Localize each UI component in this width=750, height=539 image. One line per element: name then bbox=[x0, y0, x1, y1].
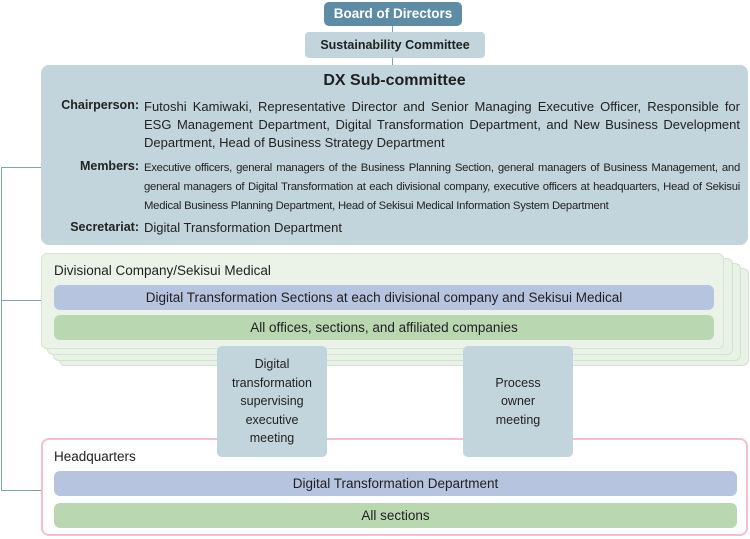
secretariat-text: Digital Transformation Department bbox=[144, 220, 342, 235]
chairperson-label: Chairperson: bbox=[61, 98, 139, 112]
connector-left-spine bbox=[1, 167, 2, 490]
headquarters-title: Headquarters bbox=[54, 449, 136, 464]
secretariat-label: Secretariat: bbox=[70, 220, 139, 234]
divisional-dx-sections-bar: Digital Transformation Sections at each divisional company and Sekisui Medical bbox=[54, 285, 714, 310]
process-owner-meeting-label: Process owner meeting bbox=[495, 375, 541, 427]
dx-supervising-executive-meeting-label: Digital transformation supervising executive meeting bbox=[232, 357, 312, 446]
dx-subcommittee-title: DX Sub-committee bbox=[323, 72, 466, 89]
headquarters-box bbox=[41, 438, 748, 536]
dx-supervising-executive-meeting-box bbox=[217, 346, 327, 457]
members-text: Executive officers, general managers of the Business Planning Section, general managers of Business Management, and general managers of Digital Transformation at each divisional company, executive officers at headquarters, Head of Sekisui Medical Business Planning Department, Head of Sekisui Medical Information System Department bbox=[144, 162, 740, 212]
connector-to-headquarters bbox=[1, 490, 41, 491]
dx-subcommittee-box bbox=[41, 65, 748, 245]
chairperson-text: Futoshi Kamiwaki, Representative Director and Senior Managing Executive Officer, Responsible for ESG Management Department, Digital Transformation Department, and New Business Development Department, Head of Business Strategy Department bbox=[144, 99, 740, 150]
connector-to-divisional bbox=[1, 300, 41, 301]
headquarters-all-sections-bar: All sections bbox=[54, 503, 737, 528]
process-owner-meeting-box bbox=[463, 346, 573, 457]
connector-sustain-dx bbox=[392, 58, 393, 65]
board-of-directors-box: Board of Directors bbox=[324, 2, 462, 26]
divisional-all-offices-bar: All offices, sections, and affiliated companies bbox=[54, 315, 714, 340]
connector-to-dx bbox=[1, 167, 41, 168]
divisional-company-title: Divisional Company/Sekisui Medical bbox=[54, 263, 271, 278]
headquarters-dx-department-bar: Digital Transformation Department bbox=[54, 471, 737, 496]
divisional-company-box bbox=[41, 253, 724, 349]
members-label: Members: bbox=[79, 159, 139, 173]
sustainability-committee-box: Sustainability Committee bbox=[305, 32, 485, 58]
